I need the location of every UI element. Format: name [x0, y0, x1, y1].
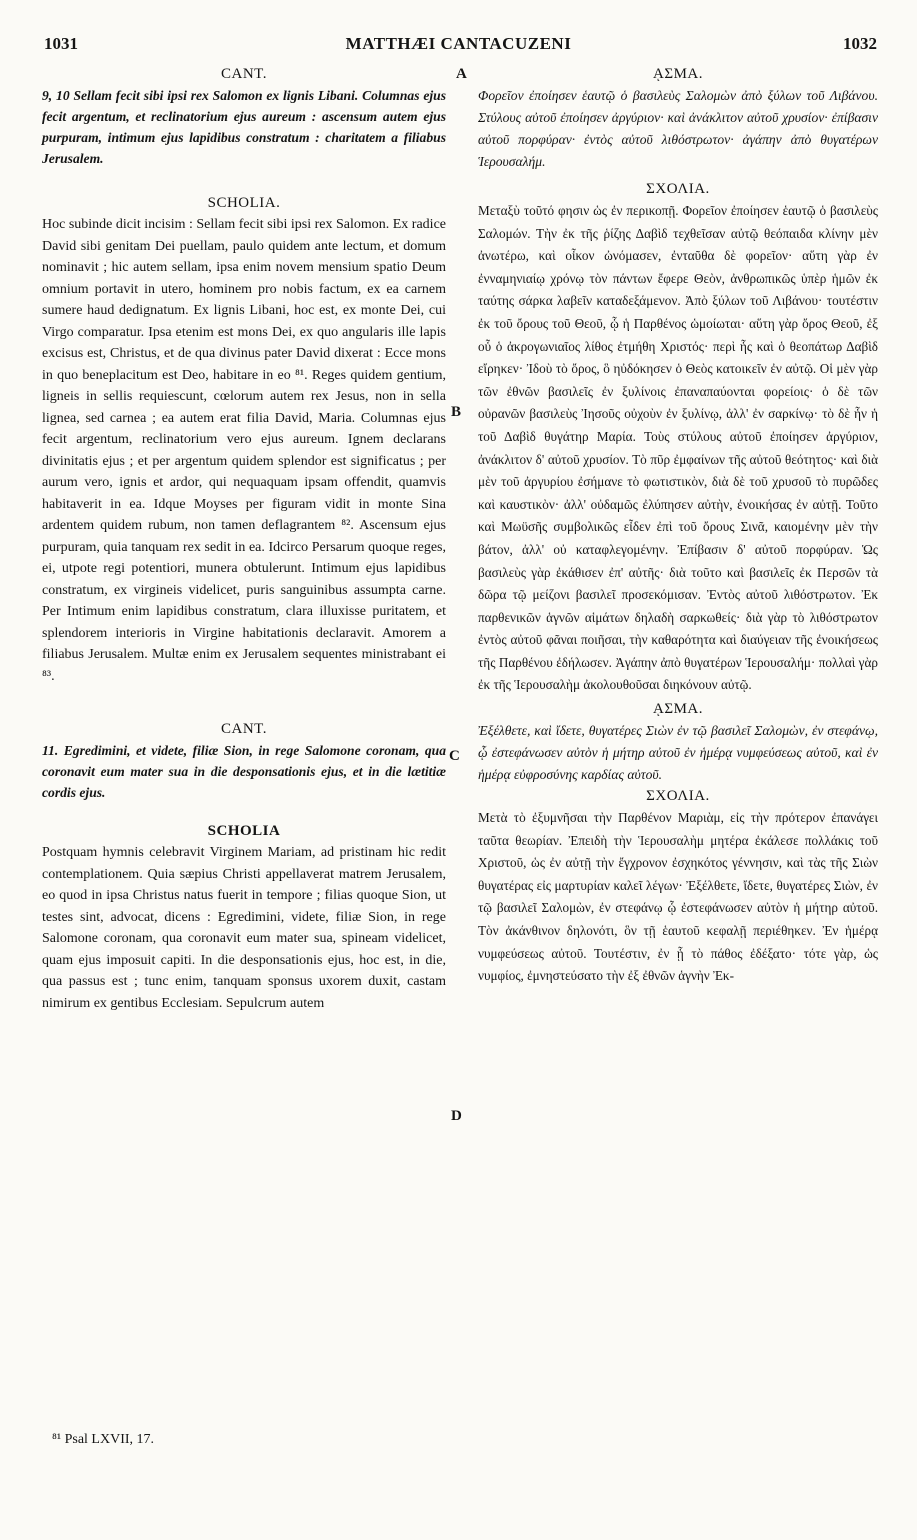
footnote: ⁸¹ Psal LXVII, 17.	[52, 1432, 155, 1447]
column-marker-c: C	[449, 748, 460, 764]
scholia-greek-body-2: Μετὰ τὸ ἐξυμνῆσαι τὴν Παρθένον Μαριὰμ, εἰς τὴν πρότερον ἐπανάγει ταῦτα θεωρίαν. Ἐπειδὴ τὴν Ἱερουσαλὴμ μητέρα ἐκάλεσε πολλάκις τοῦ Χριστοῦ, ὡς ἐν αὐτῇ τὴν ἔγχρονον ἐσχηκότος γέννησιν, καὶ τὰς τῆς Σιὼν θυγατέρας εἰς μαρτυρίαν καλεῖ λέγων· Ἐξέλθετε, ἴδετε, θυγατέρες Σιὼν, ἐν τῷ βασιλεῖ Σαλομὼν, ἐν στεφάνῳ ᾧ ἐστεφάνωσεν αὐτὸν ἡ μήτηρ αὐτοῦ. Τὸν ἀκάνθινον δηλονότι, ὃν τῇ ἑαυτοῦ κεφαλῇ περιέθηκεν. Ἐν ἡμέρᾳ νυμφεύσεως αὐτοῦ. Τουτέστιν, ἐν ᾗ τὸ πάθος ἐδέξατο· τότε γὰρ, ὡς νυμφίος, ἐμνηστεύσατο τὴν ἐξ ἐθνῶν ἁγνὴν Ἐκ-	[478, 810, 878, 984]
cant-heading-1: CANT.	[221, 66, 267, 82]
column-marker-d: D	[451, 1108, 462, 1124]
scholia-heading-1: SCHOLIA.	[207, 195, 281, 211]
column-marker-a: A	[456, 66, 467, 82]
scholia-heading-2: SCHOLIA	[207, 823, 281, 839]
asma-verse-1: Φορεῖον ἐποίησεν ἑαυτῷ ὁ βασιλεὺς Σαλομὼν ἀπὸ ξύλων τοῦ Λιβάνου. Στύλους αὐτοῦ ἐποίησεν ἀργύριον· καὶ ἀνάκλιτον αὐτοῦ χρυσίον· ἐπίβασιν αὐτοῦ πορφύραν· ἐντὸς αὐτοῦ λιθόστρωτον· ἀγάπην ἀπὸ θυγατέρων Ἱερουσαλήμ.	[478, 88, 878, 169]
asma-heading-2: ᾼΣΜΑ.	[653, 701, 703, 718]
scholia-body-1: Hoc subinde dicit incisim : Sellam fecit sibi ipsi rex Salomon. Ex radice David sibi genitam Dei puellam, paulo quidem ante lectum, et domum nominavit ; hic autem sellam, ipsa enim novem mensium spatio Deum omnium portavit in utero, hominem pro nobis factum, ex ea carnem sumere haud dedignatum. Ex lignis Libani, hoc est, ex monte Dei, cui Virgo comparatur. Ipsa etenim est mons Dei, ex quo angularis ille lapis excisus est, Christus, et de qua divinus pater David dixerat : Ecce mons in quo beneplacitum est Deo, habitare in eo ⁸¹. Reges quidem gentium, ligneis in sellis requiescunt, cœlorum autem rex Jesus, non in sella lignea, sed carnea ; ea autem erat filia David, Maria. Columnas ejus fecit argentum, reclinatorium vero ejus aureum. Ignem declarans divinitatis ejus ; et per argentum quidem splendor est significatus ; per aurum vero, ignis et ardor, qui nequaquam ipsam offendit, quamvis habitaverit in ea. Idque Moyses per figuram vidit in monte Sina ardentem quidem rubum, non tamen deflagrantem ⁸². Ascensum ejus purpuram, quia tanquam rex sedit in ea. Idcirco Persarum quoque reges, ei, utpote regi potentiori, munera obtulerunt. Intimum ejus lapidibus constratum, ex virgineis videlicet, puris sanguinibus assumpta carne. Per Intimum enim lapidibus constratum, clara illuxisse puritatem, et splendorem interioris in Virgine habitationis declaravit. Amorem a filiabus Jerusalem. Multæ enim ex Jerusalem sequentes ministrabant ei ⁸³.	[42, 217, 446, 684]
page-number-right: 1032	[843, 34, 877, 53]
page-number-left: 1031	[44, 34, 78, 53]
cant-heading-2: CANT.	[221, 721, 267, 737]
column-marker-b: B	[451, 404, 462, 420]
asma-heading-1: ᾼΣΜΑ.	[653, 66, 703, 82]
scholia-body-2: Postquam hymnis celebravit Virginem Mariam, ad pristinam hic redit contemplationem. Quia sæpius Christi appellaverat matrem Jerusalem, eo quod in ipsa Christus natus fuerit in tempore ; filias quoque Sion, ut testes sint, advocat, dicens : Egredimini, videte, filiæ Sion, in rege Salomone coronam, qua coronavit eum mater sua, spineam videlicet, quam ejus imposuit capiti. In die desponsationis ejus, hoc est, in die, qua passus est ; tunc enim, tanquam sponsus uxorem duxit, castam nimirum ex gentibus Ecclesiam. Sepulcrum autem	[42, 845, 446, 1011]
cant-verse-2: 11. Egredimini, et videte, filiæ Sion, in rege Salomone coronam, qua coronavit eum mater sua in die desponsationis ejus, et in die lætitiæ cordis ejus.	[42, 743, 446, 800]
asma-verse-2: Ἐξέλθετε, καὶ ἴδετε, θυγατέρες Σιὼν ἐν τῷ βασιλεῖ Σαλομὼν, ἐν στεφάνῳ, ᾧ ἐστεφάνωσεν αὐτὸν ἡ μήτηρ αὐτοῦ ἐν ἡμέρᾳ νυμφεύσεως αὐτοῦ, καὶ ἐν ἡμέρᾳ εὐφροσύνης καρδίας αὐτοῦ.	[478, 723, 878, 783]
scholia-greek-heading-2: ΣΧΟΛΙΑ.	[646, 788, 710, 805]
running-title: MATTHÆI CANTACUZENI	[345, 34, 572, 53]
scholia-greek-heading-1: ΣΧΟΛΙΑ.	[646, 181, 710, 197]
cant-verse-1: 9, 10 Sellam fecit sibi ipsi rex Salomon ex lignis Libani. Columnas ejus fecit argentum, et reclinatorium ejus aureum : ascensum autem ejus purpuram, intimum ejus lapidibus constratum : charitatem a filiabus Jerusalem.	[42, 88, 446, 166]
greek-column	[478, 64, 878, 988]
latin-column	[42, 64, 446, 1014]
scholia-greek-body-1: Μεταξὺ τοῦτό φησιν ὡς ἐν περικοπῇ. Φορεῖον ἐποίησεν ἑαυτῷ ὁ βασιλεὺς Σαλομών. Τὴν ἐκ τῆς ῥίζης Δαβὶδ τεχθεῖσαν αὐτῷ θεόπαιδα κλίνην μὲν ἀνωτέρω, καὶ οἶκον ὠνόμασεν, ἐνταῦθα δὲ φορεῖον· αὕτη γὰρ ἐν ἐνναμηνιαίῳ χρόνῳ τὸν πάντων ἔφερε Θεὸν, ἀνθρωπικῶς ὑπὲρ ἡμῶν ἐκ ταύτης σάρκα λαβεῖν καταδεξάμενον. Ἀπὸ ξύλων τοῦ Λιβάνου· τουτέστιν ἐκ τοῦ ὄρους τοῦ Θεοῦ, ᾧ ἡ Παρθένος ὡμοίωται· αὕτη γὰρ ὄρος Θεοῦ, ἐξ οὗ ὁ ἀκρογωνιαῖος λίθος ἐτμήθη Χριστός· περὶ ἧς καὶ ὁ θεοπάτωρ Δαβὶδ εἴρηκεν· Ἰδοὺ τὸ ὄρος, ὃ ηὐδόκησεν ὁ Θεὸς κατοικεῖν ἐν αὐτῷ. Οἱ μὲν γὰρ τῶν ἐθνῶν βασιλεῖς ἐν ξυλίνοις ἐπαναπαύονται φορείοις· ὁ δὲ τῶν οὐρανῶν βασιλεὺς Ἰησοῦς οὐχοὺν ἐν ξυλίνῳ, ἀλλ' ἐν σαρκίνῳ· τὸ δὲ ἦν ἡ τοῦ Δαβὶδ θυγάτηρ Μαρία. Τοὺς στύλους αὐτοῦ ἐποίησεν ἀργύριον, ἀνάκλιτον δ' αὐτοῦ χρυσίον. Τὸ πῦρ ἐμφαίνων τῆς αὐτοῦ θεότητος· καὶ διὰ μὲν τοῦ ἀργυρίου ἐσήμανε τὸ φωτιστικὸν, διὰ δὲ τοῦ χρυσοῦ τὸ πυρῶδες καὶ καυστικὸν· ἀλλ' οὐδαμῶς ἐλύπησεν αὐτὴν, ἐνοικήσας ἐν αὐτῇ. Τοῦτο καὶ Μωϋσῆς συμβολικῶς εἶδεν ἐπὶ τοῦ ὄρους Σινᾶ, καιομένην μὲν τὴν βάτον, ἀλλ' οὐ καταφλεγομένην. Ἐπίβασιν δ' αὐτοῦ πορφύραν. Ὡς βασιλεὺς γὰρ ἐκάθισεν ἐπ' αὐτῆς· διὰ τοῦτο καὶ βασιλεῖς ἐκ Περσῶν τὰ δῶρα τῷ μείζονι βασιλεῖ προσεκόμισαν. Ἐντὸς αὐτοῦ λιθόστρωτον. Ἐκ παρθενικῶν ἁγνῶν αἱμάτων δηλαδὴ σαρκωθείς· διὰ γὰρ τὸ λιθόστρωτον ἐντὸς αὐτοῦ φᾶναι ποιῆσαι, τὴν καθαρότητα καὶ διαύγειαν τῆς ἐνοικήσεως τῆς Παρθένου ἐδήλωσεν. Ἀγάπην ἀπὸ θυγατέρων Ἱερουσαλήμ· πολλαὶ γὰρ ἐκ τῆς Ἱερουσαλὴμ ἀκολουθοῦσαι διηκόνουν αὐτῷ.	[478, 203, 878, 693]
